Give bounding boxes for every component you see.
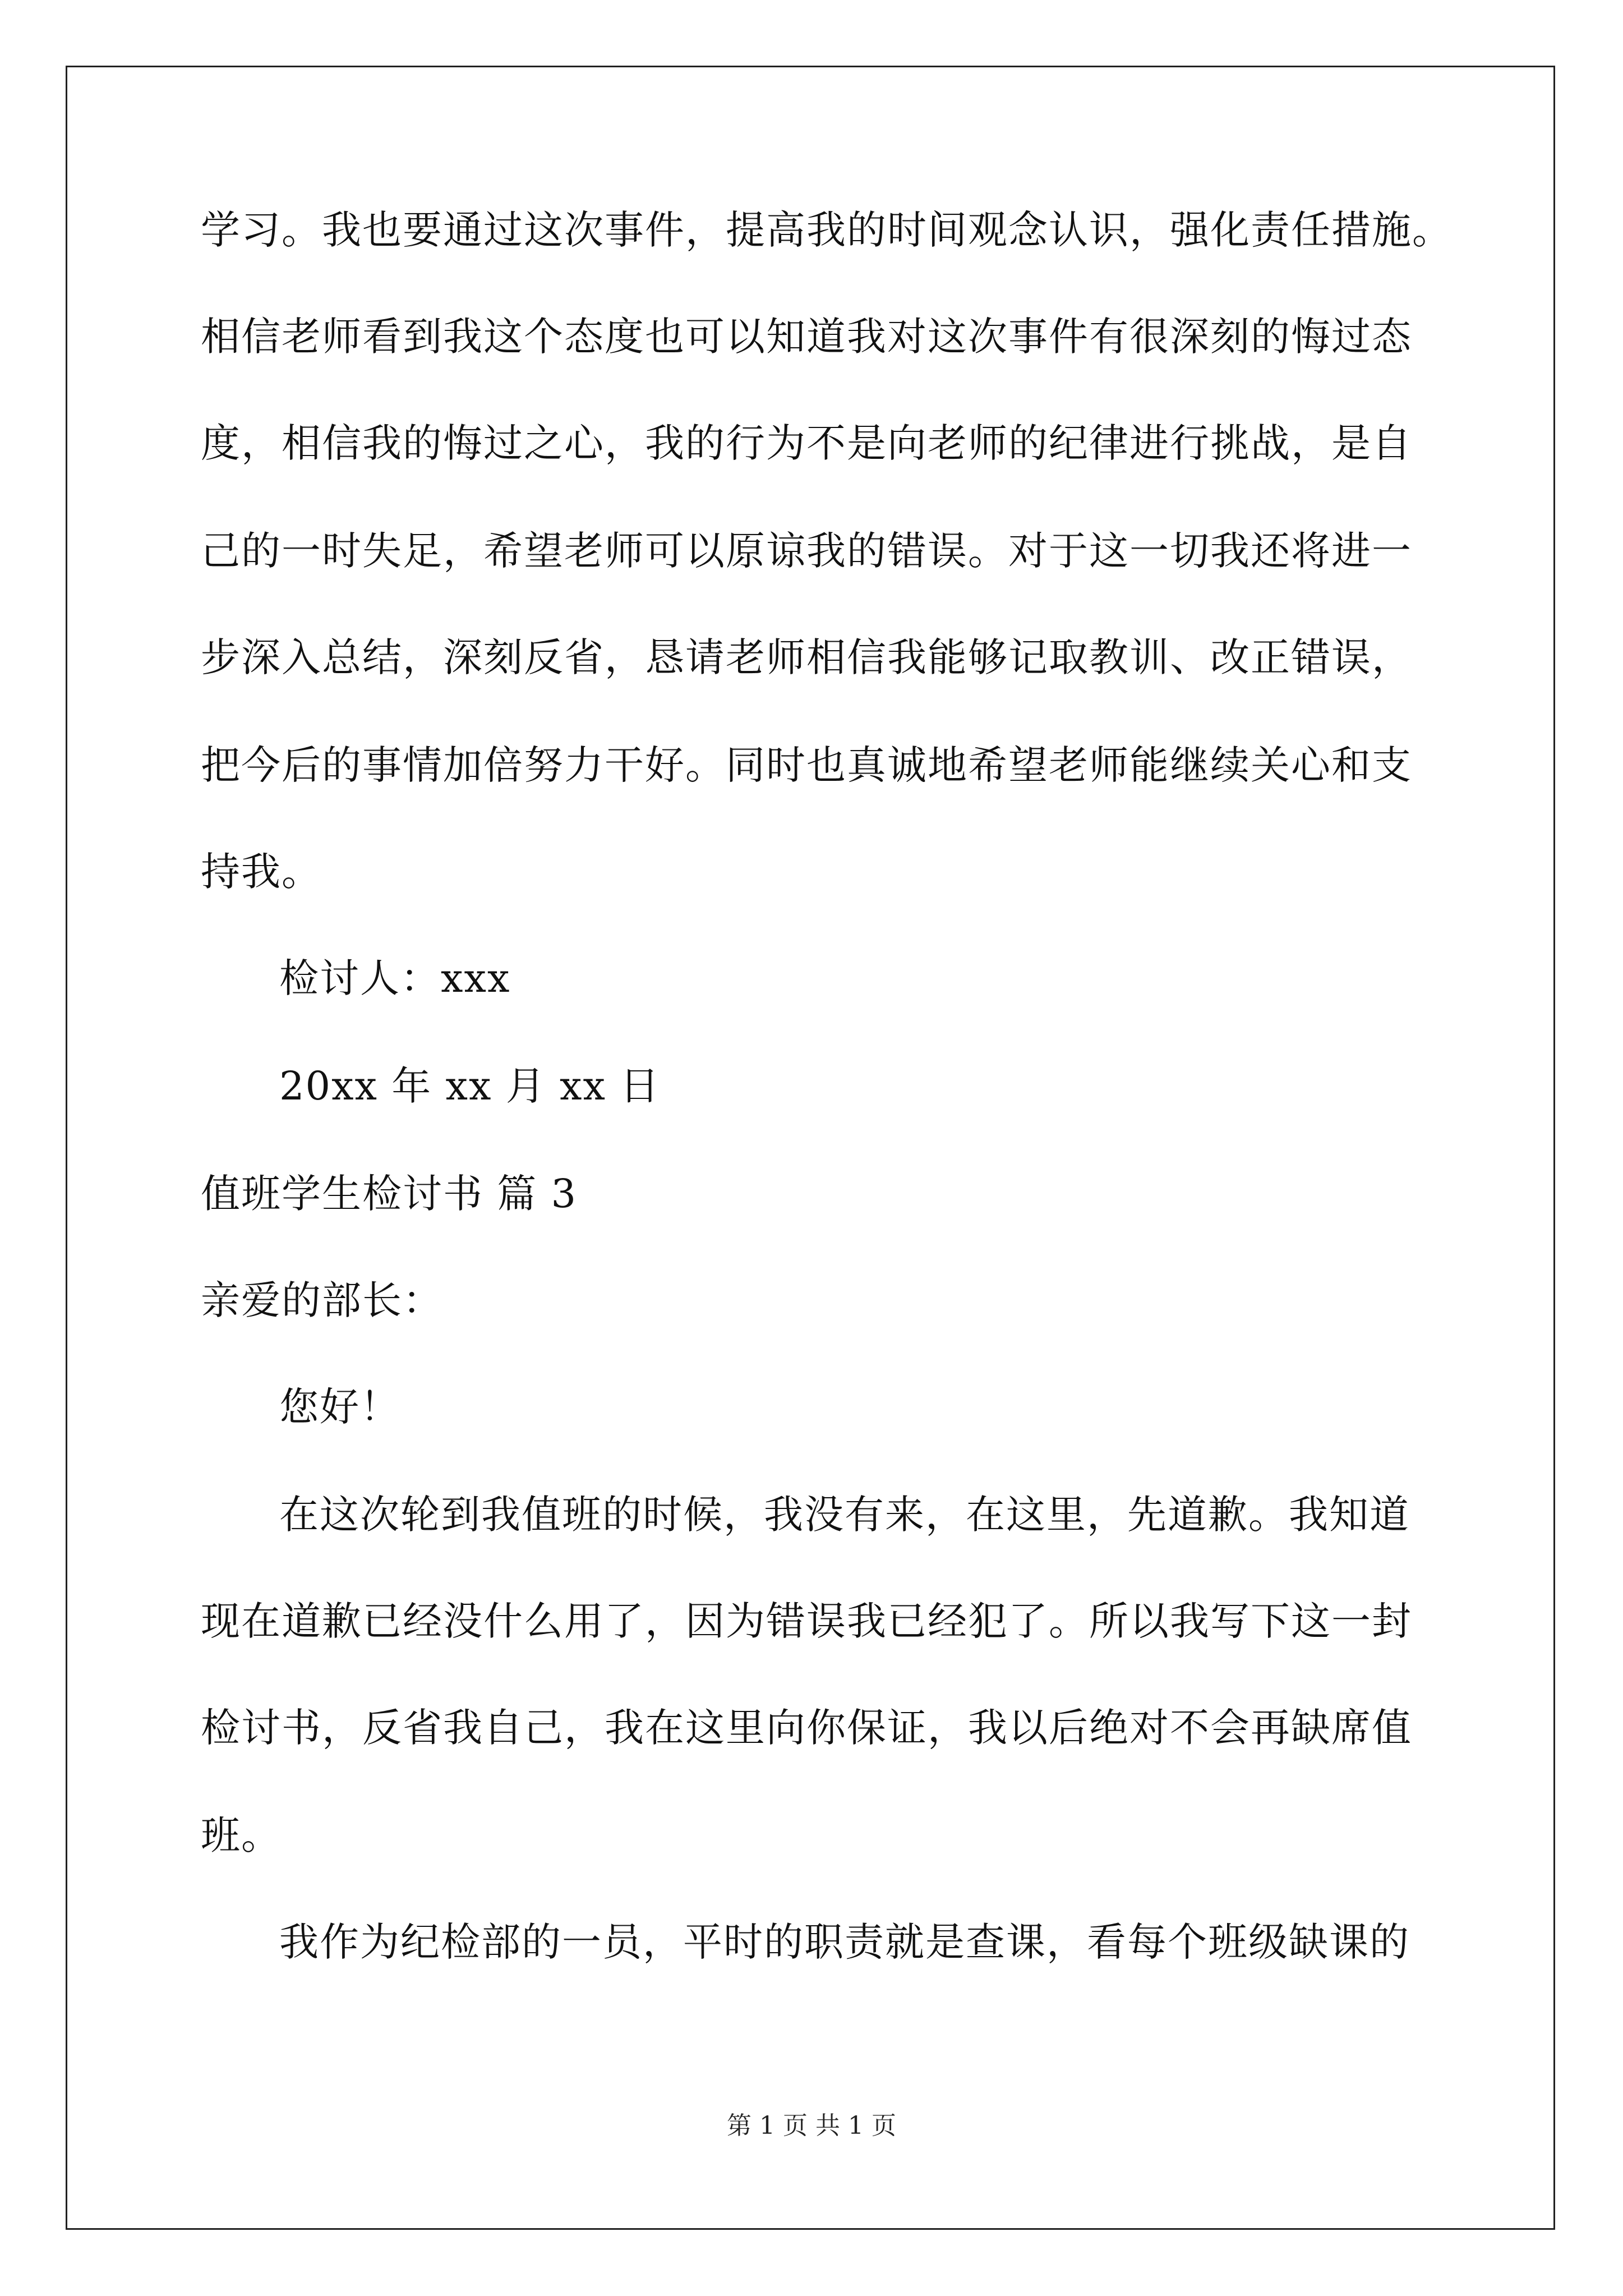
date-line: 20xx 年 xx 月 xx 日 — [279, 1063, 661, 1109]
text-line: 在这次轮到我值班的时候，我没有来，在这里，先道歉。我知道 — [279, 1492, 1410, 1538]
section-title: 值班学生检讨书 篇 3 — [201, 1171, 578, 1217]
text-line: 我作为纪检部的一员，平时的职责就是查课，看每个班级缺课的 — [279, 1919, 1410, 1965]
text-line: 持我。 — [201, 849, 322, 895]
text-line: 度，相信我的悔过之心，我的行为不是向老师的纪律进行挑战，是自 — [201, 420, 1412, 466]
text-line: 班。 — [201, 1812, 282, 1858]
text-line: 相信老师看到我这个态度也可以知道我对这次事件有很深刻的悔过态 — [201, 314, 1412, 360]
greeting: 您好！ — [279, 1384, 400, 1430]
text-line: 己的一时失足，希望老师可以原谅我的错误。对于这一切我还将进一 — [201, 528, 1412, 574]
text-line: 检讨书，反省我自己，我在这里向你保证，我以后绝对不会再缺席值 — [201, 1705, 1412, 1751]
salutation: 亲爱的部长： — [201, 1277, 443, 1323]
signature-line: 检讨人：xxx — [279, 955, 511, 1001]
text-line: 把今后的事情加倍努力干好。同时也真诚地希望老师能继续关心和支 — [201, 742, 1412, 788]
page-footer: 第 1 页 共 1 页 — [727, 2111, 896, 2140]
text-line: 步深入总结，深刻反省，恳请老师相信我能够记取教训、改正错误， — [201, 634, 1412, 680]
page-border — [66, 66, 1555, 2230]
text-line: 现在道歉已经没什么用了，因为错误我已经犯了。所以我写下这一封 — [201, 1598, 1412, 1644]
text-line: 学习。我也要通过这次事件，提高我的时间观念认识，强化责任措施。 — [201, 207, 1453, 253]
